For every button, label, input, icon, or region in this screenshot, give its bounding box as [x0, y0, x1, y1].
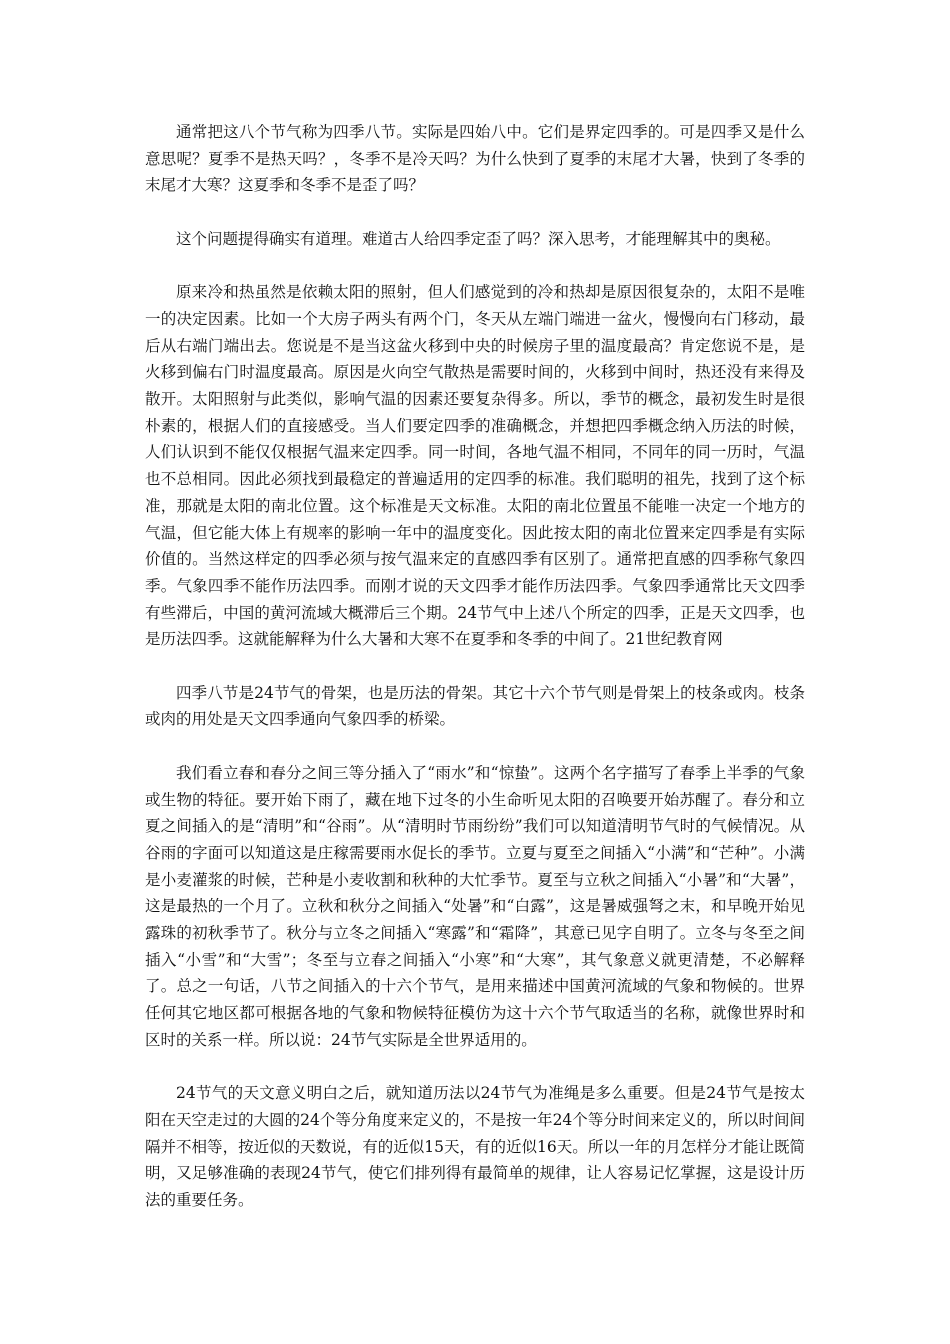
paragraph-four-seasons-eight-nodes: 通常把这八个节气称为四季八节。实际是四始八中。它们是界定四季的。可是四季又是什么意思呢？夏季不是热天吗？，冬季不是冷天吗？为什么快到了夏季的末尾才大暑，快到了冬季的末尾才大寒？这夏季和冬季不是歪了吗？ — [145, 123, 805, 195]
paragraph-skeleton-of-calendar: 四季八节是24节气的骨架，也是历法的骨架。其它十六个节气则是骨架上的枝条或肉。枝条或肉的用处是天文四季通向气象四季的桥梁。 — [145, 683, 805, 729]
paragraph-cold-heat-explanation: 原来冷和热虽然是依赖太阳的照射，但人们感觉到的冷和热却是原因很复杂的，太阳不是唯一的决定因素。比如一个大房子两头有两个门，冬天从左端门端进一盆火，慢慢向右门移动，最后从右端门端出去。您说是不是当这盆火移到中央的时候房子里的温度最高？肯定您说不是，是火移到偏右门时温度最高。原因是火向空气散热是需要时间的，火移到中间时，热还没有来得及散开。太阳照射与此类似，影响气温的因素还要复杂得多。所以，季节的概念，最初发生时是很朴素的，根据人们的直接感受。当人们要定四季的准确概念，并想把四季概念纳入历法的时候，人们认识到不能仅仅根据气温来定四季。同一时间，各地气温不相同，不同年的同一历时，气温也不总相同。因此必须找到最稳定的普遍适用的定四季的标准。我们聪明的祖先，找到了这个标准，那就是太阳的南北位置。这个标准是天文标准。太阳的南北位置虽不能唯一决定一个地方的气温，但它能大体上有规率的影响一年中的温度变化。因此按太阳的南北位置来定四季是有实际价值的。当然这样定的四季必须与按气温来定的直感四季有区别了。通常把直感的四季称气象四季。气象四季不能作历法四季。而刚才说的天文四季才能作历法四季。气象四季通常比天文四季有些滞后，中国的黄河流域大概滞后三个期。24节气中上述八个所定的四季，正是天文四季，也是历法四季。这就能解释为什么大暑和大寒不在夏季和冬季的中间了。21世纪教育网 — [145, 283, 805, 649]
paragraph-astronomical-meaning: 24节气的天文意义明白之后，就知道历法以24节气为准绳是多么重要。但是24节气是按太阳在天空走过的大圆的24个等分角度来定义的，不是按一年24个等分时间来定义的，所以时间间隔并不相等，按近似的天数说，有的近似15天，有的近似16天。所以一年的月怎样分才能让既简明，又足够准确的表现24节气，使它们排列得有最简单的规律，让人容易记忆掌握，这是设计历法的重要任务。 — [145, 1084, 805, 1210]
paragraph-sixteen-solar-terms: 我们看立春和春分之间三等分插入了“雨水”和“惊蛰”。这两个名字描写了春季上半季的气象或生物的特征。要开始下雨了，藏在地下过冬的小生命听见太阳的召唤要开始苏醒了。春分和立夏之间插入的是“清明”和“谷雨”。从“清明时节雨纷纷”我们可以知道清明节气时的气候情况。从谷雨的字面可以知道这是庄稼需要雨水促长的季节。立夏与夏至之间插入“小满”和“芒种”。小满是小麦灌浆的时候，芒种是小麦收割和秋种的大忙季节。夏至与立秋之间插入“小暑”和“大暑”，这是最热的一个月了。立秋和秋分之间插入“处暑”和“白露”，这是暑威强弩之末，和早晚开始见露珠的初秋季节了。秋分与立冬之间插入“寒露”和“霜降”，其意已见字自明了。立冬与冬至之间插入“小雪”和“大雪”；冬至与立春之间插入“小寒”和“大寒”，其气象意义就更清楚，不必解释了。总之一句话，八节之间插入的十六个节气，是用来描述中国黄河流域的气象和物候的。世界任何其它地区都可根据各地的气象和物候特征模仿为这十六个节气取适当的名称，就像世界时和区时的关系一样。所以说：24节气实际是全世界适用的。 — [145, 763, 805, 1049]
document-body — [145, 119, 805, 1214]
paragraph-question-reasonable: 这个问题提得确实有道理。难道古人给四季定歪了吗？深入思考，才能理解其中的奥秘。 — [176, 229, 781, 248]
